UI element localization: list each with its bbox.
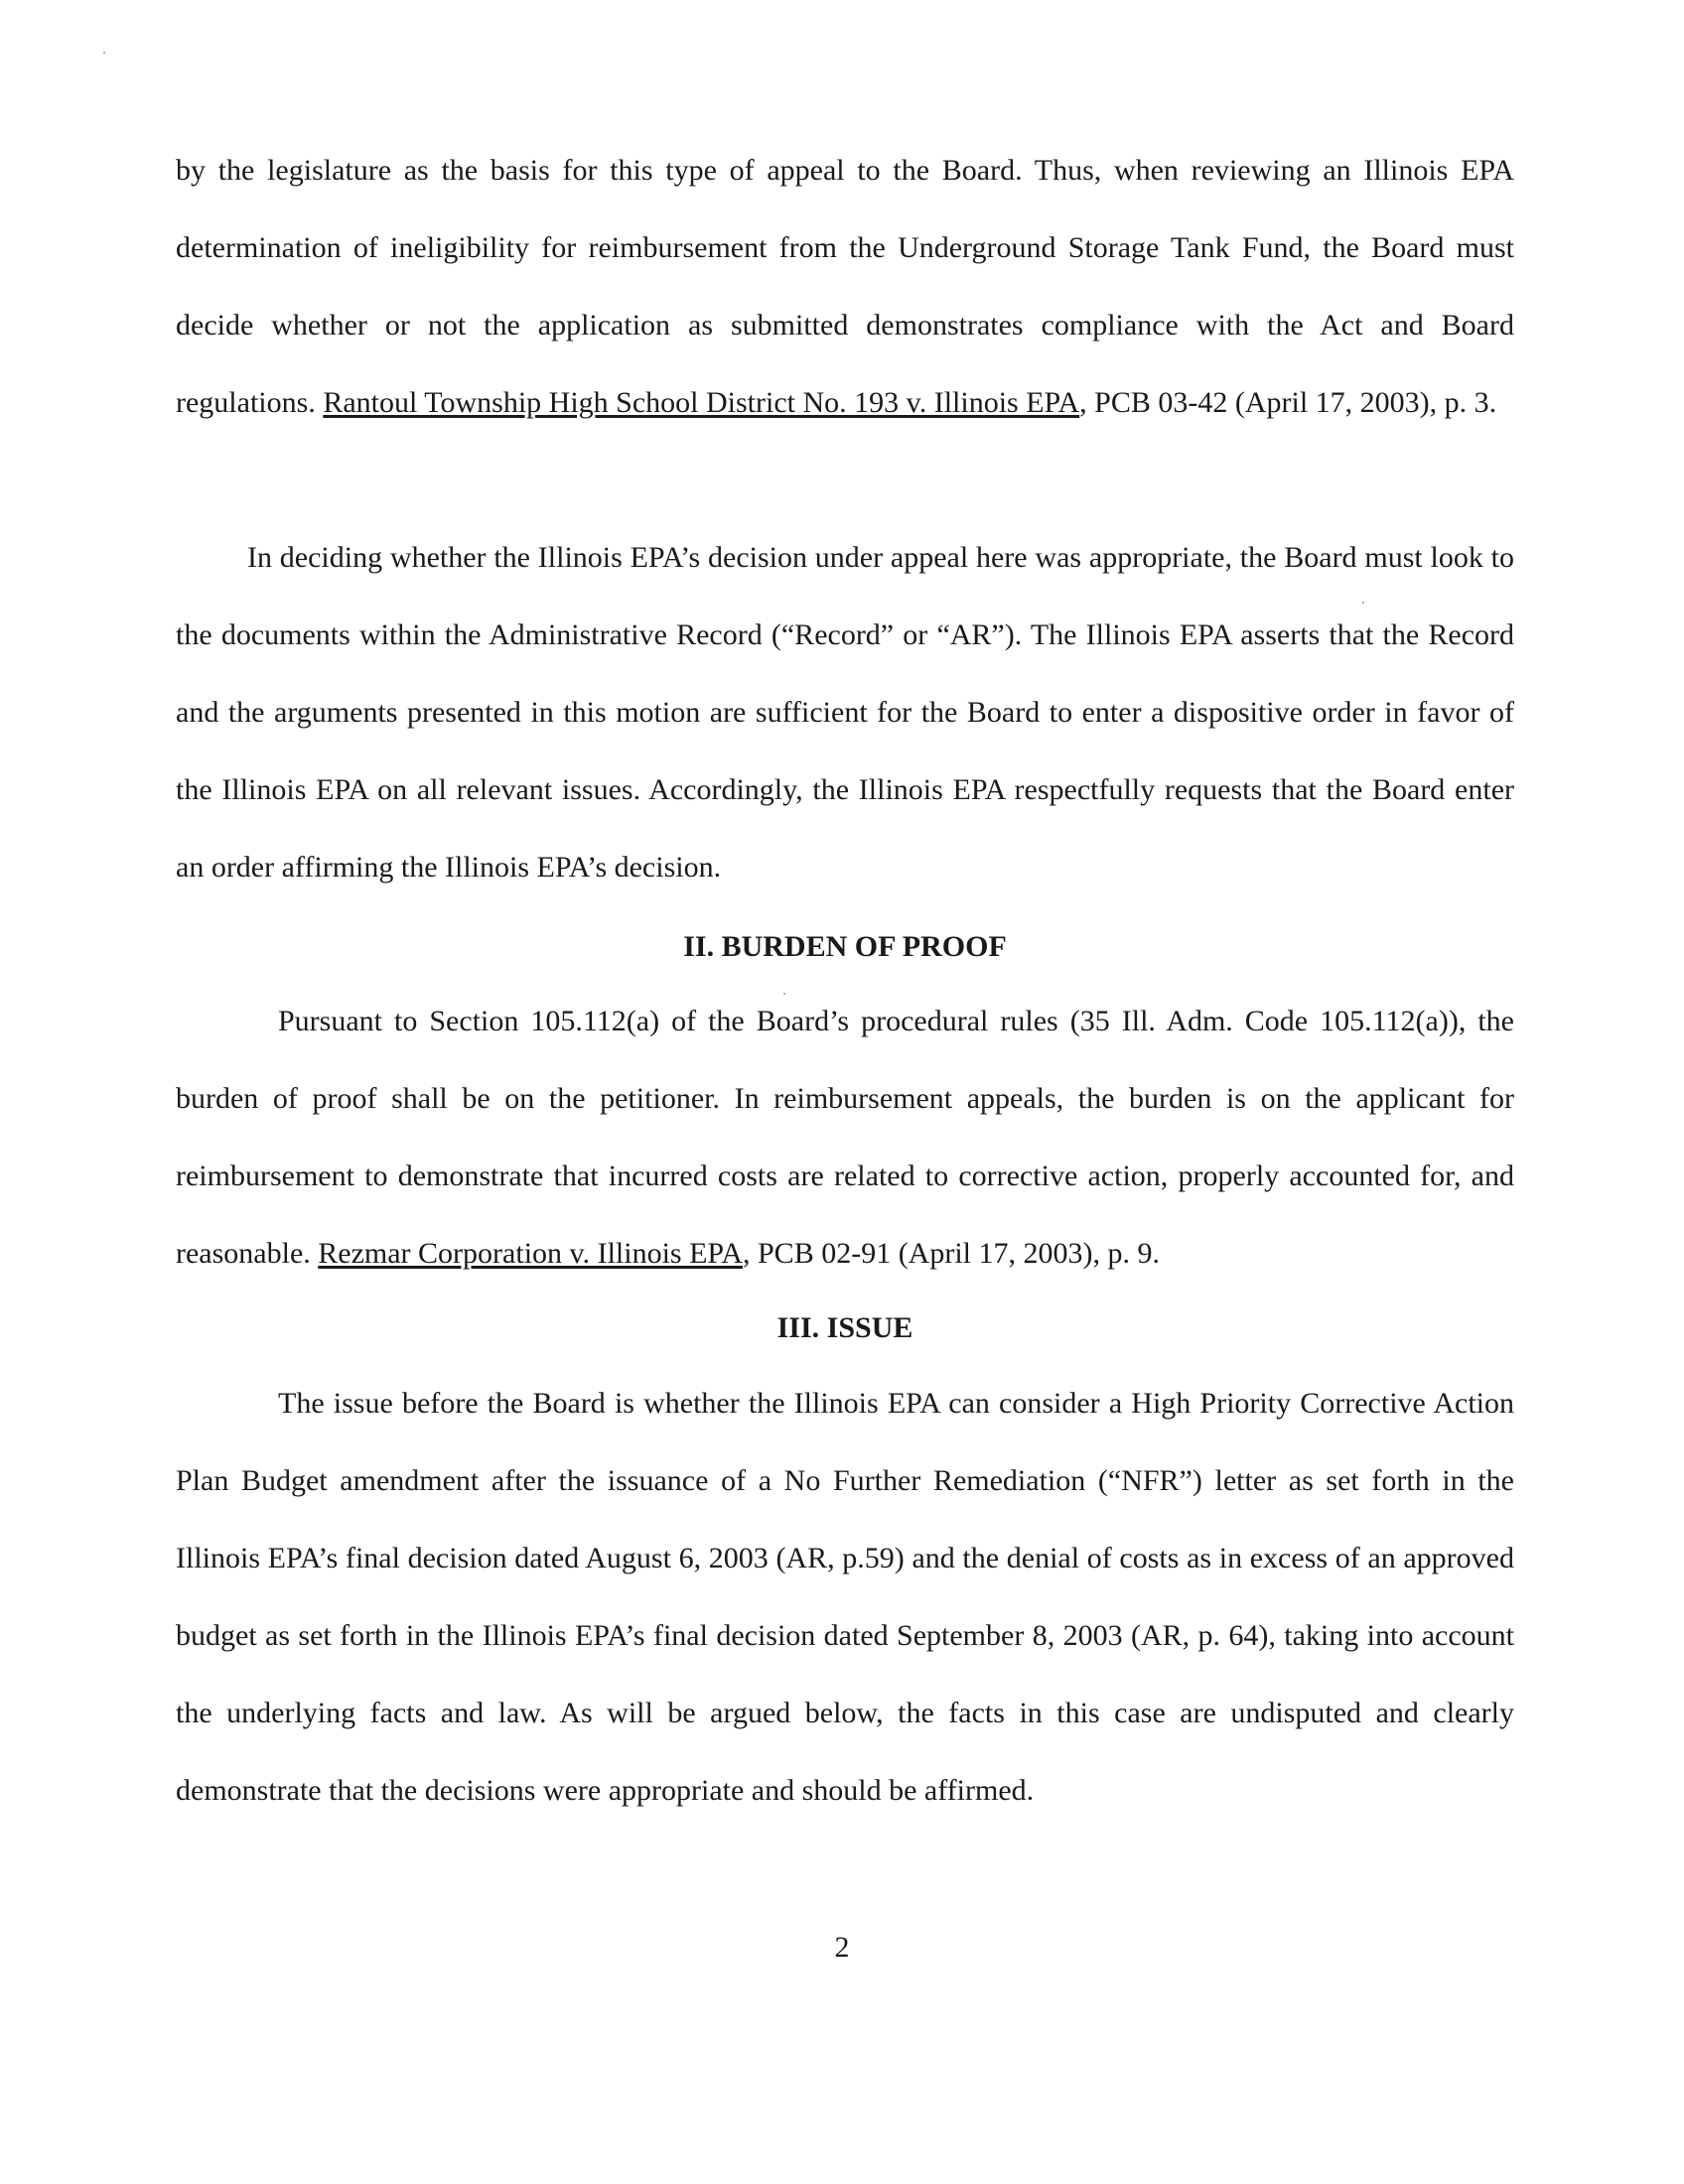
paragraph-issue: [176, 1365, 1514, 1830]
case-citation-rantoul: Rantoul Township High School District No. 193 v. Illinois EPA: [323, 386, 1080, 419]
paragraph-text: In deciding whether the Illinois EPA’s decision under appeal here was appropriate, the Board must look to the documents within the Administrative Record (“Record” or “AR”). The Illinois EPA asserts that the Record and the arguments presented in this motion are sufficient for the Board to enter a dispositive order in favor of the Illinois EPA on all relevant issues. Accordingly, the Illinois EPA respectfully requests that the Board enter an order affirming the Illinois EPA’s decision.: [176, 541, 1514, 884]
citation-details: , PCB 02-91 (April 17, 2003), p. 9.: [743, 1237, 1160, 1270]
page-number: 2: [834, 1931, 850, 1964]
paragraph-text: Pursuant to Section 105.112(a) of the Board’s procedural rules (35 Ill. Adm. Code 105.112(a)), the burden of proof shall be on the petitioner. In reimbursement appeals, the burden is on the applicant for reimbursement to demonstrate that incurred costs are related to corrective action, properly accounted for, and reasonable.: [176, 1005, 1514, 1270]
section-heading-burden-of-proof: II. BURDEN OF PROOF: [683, 930, 1007, 963]
scan-speck: [103, 52, 105, 54]
paragraph-text: The issue before the Board is whether the Illinois EPA can consider a High Priority Corrective Action Plan Budget amendment after the issuance of a No Further Remediation (“NFR”) letter as set forth in the Illinois EPA’s final decision dated August 6, 2003 (AR, p.59) and the denial of costs as in excess of an approved budget as set forth in the Illinois EPA’s final decision dated September 8, 2003 (AR, p. 64), taking into account the underlying facts and law. As will be argued below, the facts in this case are undisputed and clearly demonstrate that the decisions were appropriate and should be affirmed.: [176, 1387, 1514, 1807]
paragraph-text: by the legislature as the basis for this type of appeal to the Board. Thus, when reviewing an Illinois EPA determination of ineligibility for reimbursement from the Underground Storage Tank Fund, the Board must decide whether or not the application as submitted demonstrates compliance with the Act and Board regulations.: [176, 154, 1514, 419]
citation-details: , PCB 03-42 (April 17, 2003), p. 3.: [1079, 386, 1497, 419]
case-citation-rezmar: Rezmar Corporation v. Illinois EPA: [318, 1237, 743, 1270]
section-heading-issue: III. ISSUE: [776, 1311, 913, 1344]
paragraph-deciding-appeal: [176, 519, 1514, 906]
paragraph-burden-of-proof: [176, 983, 1514, 1293]
paragraph-legislature-basis: [176, 132, 1514, 442]
